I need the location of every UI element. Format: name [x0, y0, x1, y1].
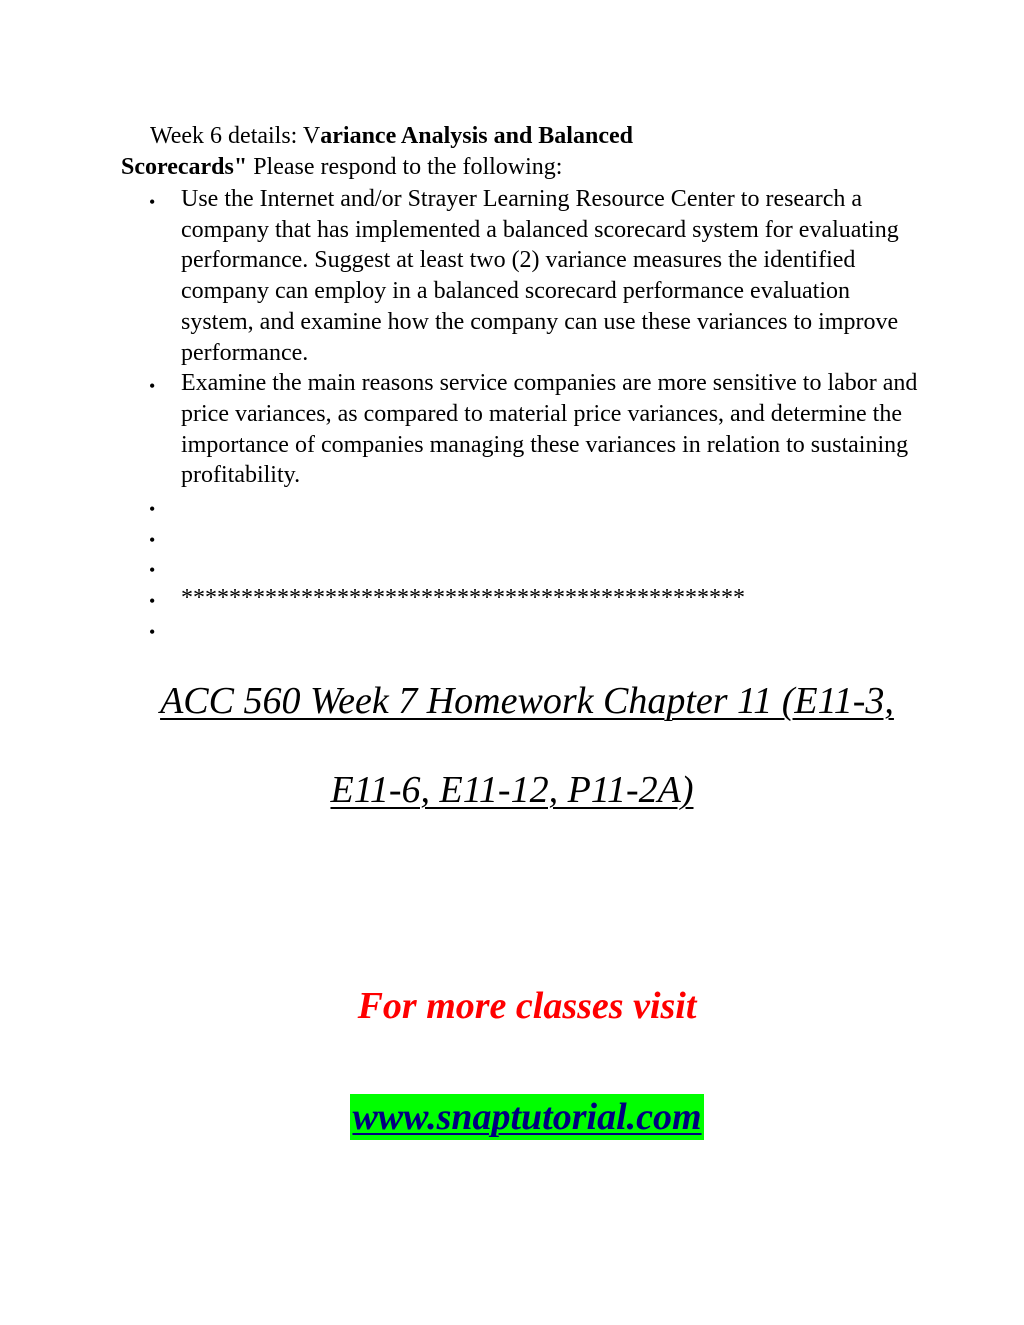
bullet-item-asterisks: • *********************************************** — [148, 583, 928, 614]
bullet-item-empty — [148, 522, 928, 553]
bullet-list — [148, 184, 928, 644]
promo-link[interactable]: www.snaptutorial.com — [352, 1096, 702, 1138]
promo-link-container — [15, 1094, 1024, 1140]
promo-text: For more classes visit — [357, 985, 697, 1027]
intro-first-line — [121, 121, 921, 152]
intro-title-bold-2: Scorecards" — [121, 154, 248, 180]
intro-title-bold: ariance Analysis and Balanced — [320, 123, 633, 149]
homework-heading-line-1: ACC 560 Week 7 Homework Chapter 11 (E11-3, — [160, 680, 894, 722]
bullet-item-2: • Examine the main reasons service companies are more sensitive to labor and price variances, as compared to material price variances, and determine the importance of companies managing these variances in relation to sustaining profitability. — [148, 368, 928, 491]
bullet-item-empty — [148, 614, 928, 645]
intro-second-line — [121, 152, 921, 183]
bullet-item-1: • Use the Internet and/or Strayer Learning Resource Center to research a company that has implemented a balanced scorecard system for evaluating performance. Suggest at least two (2) variance measures the identified company can employ in a balanced scorecard performance evaluation system, and examine how the company can use these variances to improve performance. — [148, 184, 928, 368]
bullet-item-empty — [148, 552, 928, 583]
intro-paragraph — [121, 121, 921, 183]
intro-tail: Please respond to the following: — [247, 154, 563, 180]
intro-lead: Week 6 details: V — [150, 123, 321, 149]
bullet-item-empty — [148, 491, 928, 522]
homework-heading-line-2: E11-6, E11-12, P11-2A) — [330, 769, 694, 811]
